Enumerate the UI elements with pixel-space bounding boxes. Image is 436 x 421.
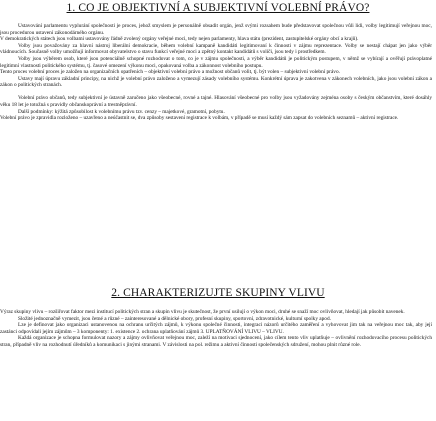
section-2-body — [0, 309, 432, 421]
section-1-paragraph: Volby jsou výběrem osob, které jsou potenciálně schopné rozhodovat o tom, co je v zájmu společnosti, a výběr kandidátů je politickým postupem, v němž se vybírají a ověřují právoplatné legitimní vlastnosti politického systému, tj. časové omezení výkonu moci, opakovaná volba a zákonnost volebního postupu. — [0, 55, 432, 69]
section-1-paragraph: Další podmínky: kýžitá způsobilost k volebnímu právu tzv. cenzy – majetkové, gramotní, pobytu. — [18, 108, 225, 115]
section-2-paragraph: Lze je definovat jako organizaci ustanovenou na ochranu určitých zájmů, k výkonu společné činnosti, integraci názorů určitého zaměření a vyhovovat jim tak na veřejnou moc tak, aby její zastánci odpovídali jejím zájmům – 3 komponenty: 1. existence 2. ochrana uplatňování zájmů 3. UPLATŇOVÁNÍ VLIVU – VLIVU. — [0, 322, 432, 335]
section-1-paragraph: V demokratických státech jsou volbami ustavovány řádně zvolený orgány veřejné moci, tedy nejen parlamenty, hlava státu (prezident, zastupitelské orgány obcí a krajů). — [0, 36, 359, 43]
section-1-paragraph: Tento proces volební proces je založen na organizačních opatřeních – objektivní volební právo a možnost občanů volit, tj. být volen – subjektivní volební právo. — [0, 69, 340, 76]
section-1-title: 1. CO JE OBJEKTIVNÍ A SUBJEKTIVNÍ VOLEBNÍ PRÁVO? — [66, 2, 370, 14]
section-2-paragraph: Složité jednoznačně vymezit, jsou četné a různé – zainteresované a dělnické obory, profesní skupiny, sportovní, zdravotnické, kulturní spolky apod. — [18, 315, 331, 322]
section-1-paragraph: Volební právo je zpravidla rozloženo – uzavřeno a neúčastnit se, dva způsoby sestavení registrace k volbám, v případě se musí každý sám zapsat do volebních seznamů – aktivní registrace. — [0, 115, 399, 122]
section-1-body — [0, 23, 432, 277]
section-2-paragraph: Výraz skupiny vlivu – rozšiřovat faktor mezi institucí politických stran a skupin vlivu je skutečnost, že první usilují o výkon moci, druhé se snaží moc ovlivňovat, hledají jak působit navenek. — [0, 309, 405, 315]
section-1-paragraph: Volební právo občanů, tedy subjektivní je ústavně zaručeno jako všeobecné, rovné a tajné. Hlasování všeobecné pro volby jsou vyžadovány zejména osoby s českým občanstvím, které dosáhly věku 18 let je totožná s pravidly občanskoprávní a trestněprávní. — [0, 95, 432, 109]
section-2-title: 2. CHARAKTERIZUJTE SKUPINY VLIVU — [111, 287, 325, 299]
section-1-paragraph: Volby jsou považovány za hlavní nástroj liberální demokracie, během volební kampaně kandidáti legitimovaní k činnosti v zájmu reprezentace. Volby se nestají chápat jen jako výběr vládnoucích. Současně volby umožňují informovat obyvatelstvo o stavu funkcí veřejné moci a zpětný kontakt kandidátů s voliči, jsou tedy i prostředkem. — [0, 42, 432, 56]
section-1-paragraph: Ustavování parlamentu vyplurání společnosti je proces, jehož smyslem je personálně obsadit orgán, jenž svými rozsahem bude představovat společnou vůli lidi, volby legitimují veřejnou moc, jsou procedurou ustavení zákonodárného orgánu. — [0, 23, 432, 36]
section-1-paragraph: Ustavy mají úpravu základní principy, na nichž je volební právo založeno a vymezují zásady volebního systému. Konkrétní úprava je zakotvena v zákonech volebních, jako jsou volební zákon a zákon o politických stranách. — [0, 75, 432, 89]
section-2-paragraph: Každá organizace je schopna formulovat nazory a zájmy ovlivňovat veřejnou moc, zaleží na motivaci sjednocení, jako cílem tento vliv uplatňuje – ovlivnění rozhodovacího procesu politických stran, případně vliv na rozhodnutí úředníků a komunikaci s jinými stranami. V závislosti na pol. režimu a aktivní činnosti společenských sdružení, mohou plnit různé role. — [0, 335, 432, 348]
